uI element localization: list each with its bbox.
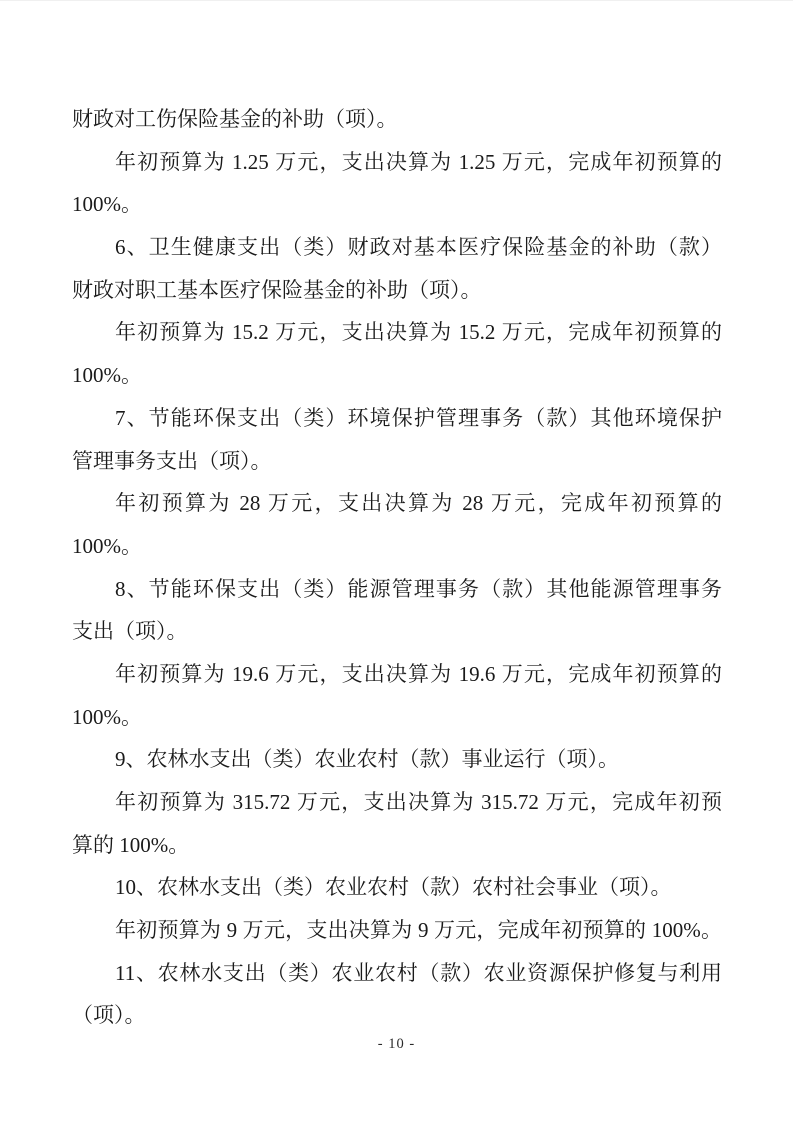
text-line: 11、农林水支出（类）农业农村（款）农业资源保护修复与利用 (115, 960, 722, 985)
text-line: 年初预算为 28 万元，支出决算为 28 万元，完成年初预算的 (115, 491, 722, 516)
text-line: 财政对职工基本医疗保险基金的补助（项）。 (72, 277, 482, 302)
text-line: 年初预算为 315.72 万元，支出决算为 315.72 万元，完成年初预 (115, 790, 722, 814)
text-line: 年初预算为 1.25 万元，支出决算为 1.25 万元，完成年初预算的 (115, 149, 722, 174)
text-line: 100%。 (72, 704, 142, 729)
text-line: 算的 100%。 (72, 832, 190, 857)
text-line: 100%。 (72, 192, 142, 217)
text-line: 年初预算为 15.2 万元，支出决算为 15.2 万元，完成年初预算的 (115, 320, 722, 345)
page-number: - 10 - (377, 1036, 416, 1052)
text-line: 10、农林水支出（类）农业农村（款）农村社会事业（项）。 (115, 875, 672, 900)
text-line: （项）。 (72, 1003, 146, 1028)
text-line: 财政对工伤保险基金的补助（项）。 (72, 107, 398, 131)
text-line: 支出（项）。 (72, 619, 188, 644)
text-line: 100%。 (72, 363, 142, 388)
text-line: 年初预算为 9 万元，支出决算为 9 万元，完成年初预算的 100%。 (115, 918, 722, 943)
text-line: 9、农林水支出（类）农业农村（款）事业运行（项）。 (115, 747, 619, 772)
text-line: 6、卫生健康支出（类）财政对基本医疗保险基金的补助（款） (115, 235, 722, 260)
text-line: 年初预算为 19.6 万元，支出决算为 19.6 万元，完成年初预算的 (115, 661, 722, 686)
document-body (72, 98, 722, 1037)
text-line: 7、节能环保支出（类）环境保护管理事务（款）其他环境保护 (115, 405, 722, 430)
text-line: 8、节能环保支出（类）能源管理事务（款）其他能源管理事务 (115, 576, 722, 601)
text-line: 100%。 (72, 533, 142, 558)
text-line: 管理事务支出（项）。 (72, 448, 272, 473)
